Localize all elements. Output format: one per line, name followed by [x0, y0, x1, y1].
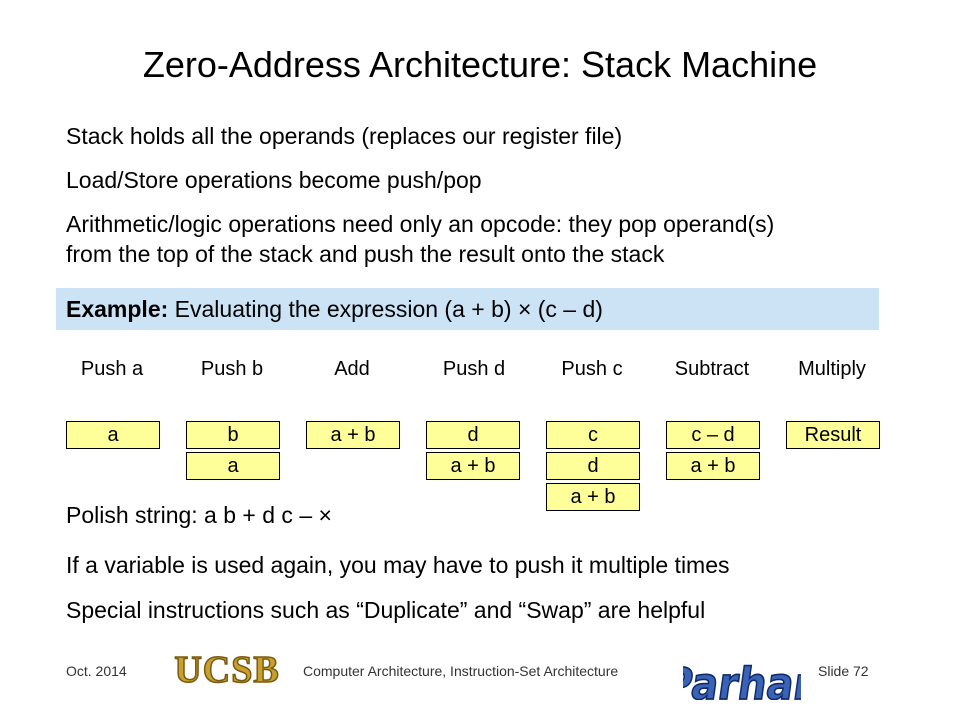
step-label-push-b: Push b	[200, 358, 264, 380]
stack-cell: a + b	[426, 452, 520, 480]
footer-slide-number: Slide 72	[818, 663, 869, 679]
step-label-push-a: Push a	[80, 358, 144, 380]
bullet-arith-line1: Arithmetic/logic operations need only an opcode: they pop operand(s)	[66, 211, 775, 237]
bullet-arith-line2: from the top of the stack and push the result onto the stack	[66, 241, 665, 267]
stack-cell: d	[546, 452, 640, 480]
stack-cell: a + b	[306, 421, 400, 449]
example-text: Evaluating the expression (a + b) × (c – d)	[168, 296, 603, 322]
svg-text:UCSB: UCSB	[174, 649, 280, 690]
ucsb-logo	[168, 648, 286, 690]
footer-course: Computer Architecture, Instruction-Set Architecture	[303, 663, 619, 679]
stack-cell-result: Result	[786, 421, 880, 449]
step-label-push-c: Push c	[561, 358, 623, 380]
slide-title: Zero-Address Architecture: Stack Machine	[142, 44, 818, 85]
footer-date: Oct. 2014	[66, 663, 127, 679]
example-label: Example:	[66, 296, 169, 322]
note-special-instructions: Special instructions such as “Duplicate” and “Swap” are helpful	[66, 597, 706, 623]
step-label-add: Add	[334, 358, 370, 380]
step-label-push-d: Push d	[442, 358, 506, 380]
stack-cell: a + b	[546, 483, 640, 511]
step-label-multiply: Multiply	[798, 358, 866, 380]
stack-cell: a	[66, 421, 160, 449]
stack-cell: c	[546, 421, 640, 449]
bullet-stack-operands: Stack holds all the operands (replaces our register file)	[66, 123, 623, 149]
parhami-logo	[683, 642, 801, 700]
note-variable-reuse: If a variable is used again, you may have to push it multiple times	[66, 552, 730, 578]
stack-cell: c – d	[666, 421, 760, 449]
svg-text:BParhami: BParhami	[683, 658, 801, 700]
example-banner	[56, 288, 879, 330]
stack-cell: a + b	[666, 452, 760, 480]
stack-cell: b	[186, 421, 280, 449]
polish-string: Polish string: a b + d c – ×	[66, 502, 332, 528]
bullet-load-store: Load/Store operations become push/pop	[66, 167, 482, 193]
step-label-subtract: Subtract	[674, 358, 750, 380]
stack-cell: d	[426, 421, 520, 449]
stack-cell: a	[186, 452, 280, 480]
